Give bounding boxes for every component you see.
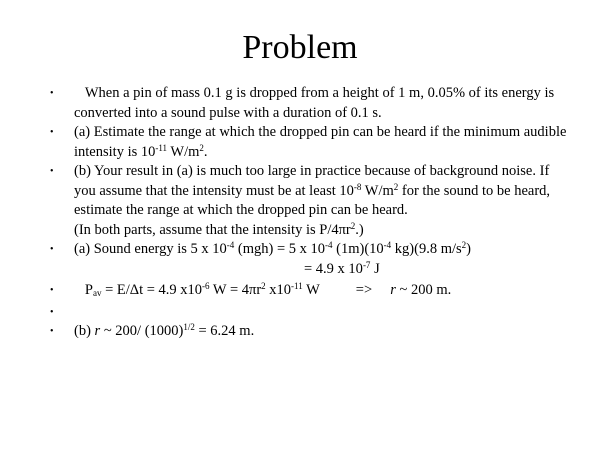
bullet-list — [50, 84, 570, 342]
solution-a-line1: (a) Sound energy is 5 x $10^{-4}$ (mgh) = 5 x $10^{-4}$ $(1m)(10^{-4}$ kg)(9.8 $m/s^2$) — [74, 240, 471, 257]
solution-b-text: (b) r ~ 200/ $(1000)^{1/2} = 6.24$ m. — [74, 322, 255, 339]
bullet-solution-b — [50, 322, 570, 342]
bullet-dot: • — [50, 285, 54, 296]
bullet-dot: • — [50, 306, 54, 318]
bullet-empty — [50, 303, 570, 323]
bullet-dot: • — [50, 88, 54, 99]
solution-a-line2: = 4.9 x $10^{-7}$ J — [304, 259, 380, 277]
bullet-part-b — [50, 162, 570, 240]
bullet-dot: • — [50, 127, 54, 138]
slide-title: Problem — [242, 29, 358, 66]
bullet-dot: • — [50, 326, 54, 337]
part-a-text: (a) Estimate the range at which the dropped pin can be heard if the minimum audible intensity is $10^{-11}$ $W/m^2$. — [74, 124, 567, 160]
bullet-intro — [50, 84, 570, 123]
assumption-note: (In both parts, assume that the intensity is $P/4\pi r^2$.) — [74, 220, 364, 238]
part-b-text: (b) Your result in (a) is much too large in practice because of background noise. If you assume that the intensity must be at least $10^{-8}$ $W/m^2$ for the sound to be heard, estimate the range at which the dropped pin can be heard. — [74, 163, 551, 218]
bullet-dot: • — [50, 166, 54, 177]
power-average-text: $P_{av} = E/\Delta t = 4.9$ $x10^{-6}$ $W = 4\pi r^2$ $x10^{-11}$ W => r ~ 200 m. — [84, 281, 452, 298]
intro-text: When a pin of mass 0.1 g is dropped from a height of 1 m, 0.05% of its energy is converted into a sound pulse with a duration of 0.1 s. — [74, 85, 555, 121]
bullet-solution-a — [50, 240, 570, 279]
bullet-part-a — [50, 123, 570, 162]
bullet-dot: • — [50, 244, 54, 255]
implies-arrow: => — [355, 282, 373, 298]
bullet-power-average — [50, 281, 570, 301]
